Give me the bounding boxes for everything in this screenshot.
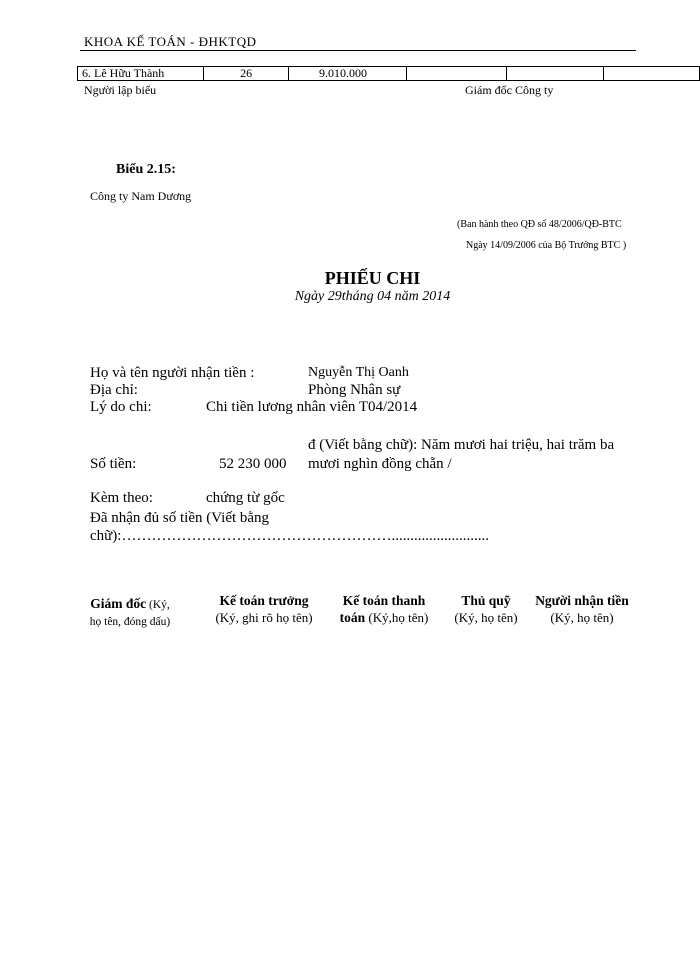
signature-recipient <box>526 592 638 626</box>
amount-value: 52 230 000 <box>219 456 287 472</box>
signature-sub: họ tên, đóng dấu) <box>89 616 171 628</box>
amount-words-line2: mươi nghìn đồng chẵn / <box>308 456 452 472</box>
signature-sub: (Ký,họ tên) <box>365 610 429 625</box>
previous-table <box>77 66 700 81</box>
reason-label: Lý do chi: <box>90 399 152 415</box>
signature-sub: (Ký, ghi rõ họ tên) <box>215 610 313 625</box>
attach-value: chứng từ gốc <box>206 490 285 506</box>
address-value: Phòng Nhân sự <box>308 382 401 398</box>
director-label: Giám đốc Công ty <box>465 83 554 97</box>
table-cell-empty <box>406 67 507 81</box>
signature-sub: (Ký, họ tên) <box>550 610 614 625</box>
received-line1: Đã nhận đủ số tiền (Viết bằng <box>90 510 270 526</box>
document-header: KHOA KẾ TOÁN - ĐHKTQD <box>84 34 257 49</box>
signature-title: Giám đốc <box>90 596 147 611</box>
table-cell-empty <box>507 67 603 81</box>
table-cell-amount: 9.010.000 <box>288 67 406 81</box>
signature-cashier <box>446 592 526 626</box>
signature-title: Kế toán trưởng <box>219 593 309 608</box>
signature-title-suffix: (Ký, <box>146 599 170 611</box>
signature-title: Thủ quỹ <box>461 593 511 608</box>
attach-label: Kèm theo: <box>90 490 153 506</box>
table-row <box>78 67 700 81</box>
signature-sub-bold: toán <box>339 610 366 625</box>
signature-title: Kế toán thanh <box>342 593 426 608</box>
company-name: Công ty Nam Dương <box>90 189 192 203</box>
preparer-label: Người lập biểu <box>84 83 157 97</box>
table-cell-empty <box>603 67 699 81</box>
reason-value: Chi tiền lương nhân viên T04/2014 <box>206 399 418 415</box>
page-title: PHIẾU CHI <box>324 268 421 288</box>
signature-sub: (Ký, họ tên) <box>454 610 518 625</box>
signature-payment-accountant <box>328 592 440 626</box>
regulation-line2: Ngày 14/09/2006 của Bộ Trưởng BTC ) <box>466 240 627 251</box>
amount-label: Số tiền: <box>90 456 137 472</box>
address-label: Địa chỉ: <box>90 382 138 398</box>
signature-director <box>80 595 180 631</box>
regulation-line1: (Ban hành theo QĐ số 48/2006/QĐ-BTC <box>457 219 622 230</box>
recipient-value: Nguyễn Thị Oanh <box>308 365 409 380</box>
form-id: Biểu 2.15: <box>116 162 176 177</box>
signature-title: Người nhận tiền <box>535 593 629 608</box>
table-cell-name: 6. Lê Hữu Thành <box>78 67 204 81</box>
header-rule <box>80 50 636 51</box>
received-line2: chữ):……………………………………………….......................... <box>90 528 489 544</box>
amount-words-line1: đ (Viết bằng chữ): Năm mươi hai triệu, hai trăm ba <box>308 437 615 453</box>
recipient-label: Họ và tên người nhận tiền : <box>90 365 255 381</box>
table-cell-days: 26 <box>204 67 289 81</box>
signature-chief-accountant <box>202 592 326 626</box>
voucher-date: Ngày 29tháng 04 năm 2014 <box>294 289 451 304</box>
